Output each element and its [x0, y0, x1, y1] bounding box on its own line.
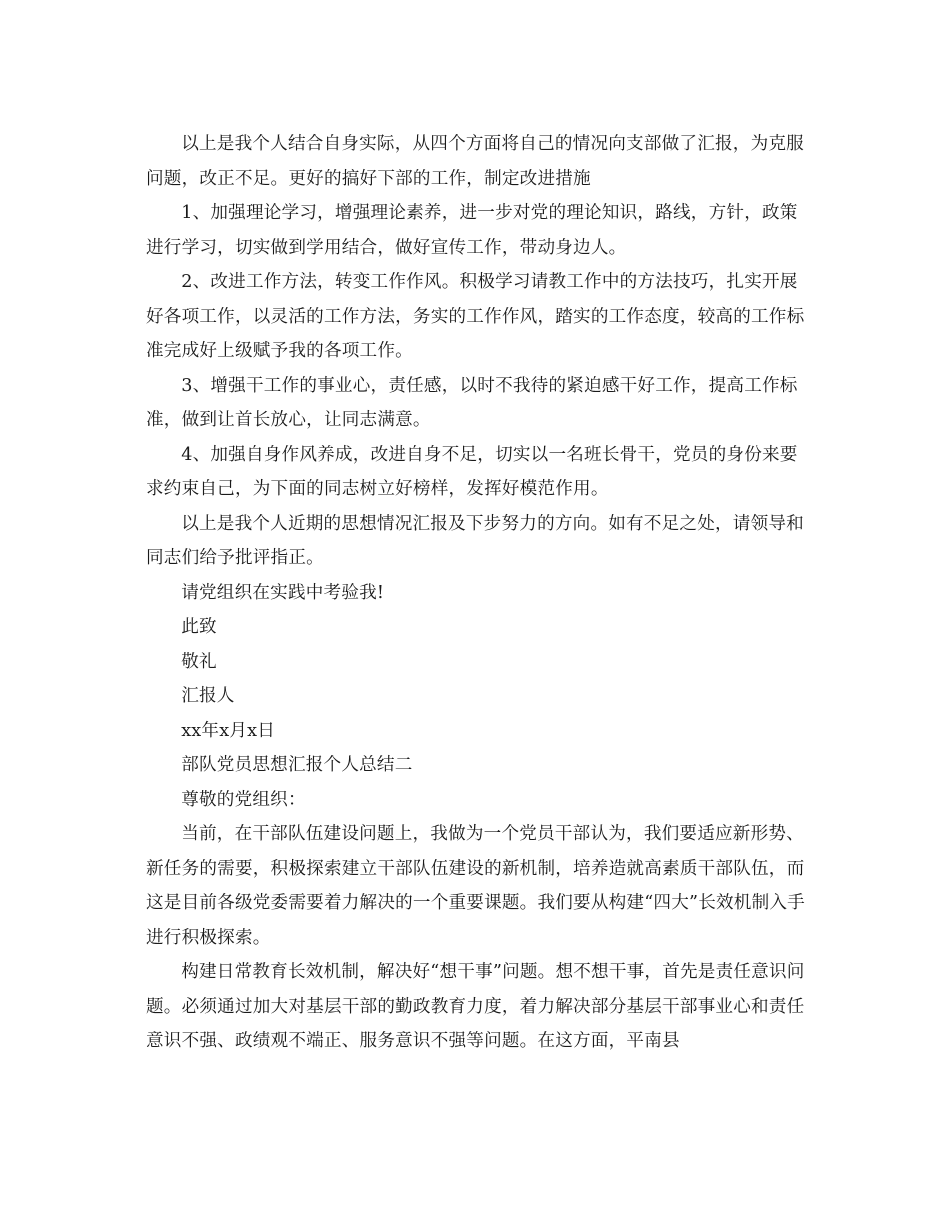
paragraph-measure-2: 2、改进工作方法，转变工作作风。积极学习请教工作中的方法技巧，扎实开展好各项工作，以灵活的工作方法，务实的工作作风，踏实的工作态度，较高的工作标准完成好上级赋予我的各项工作。 — [146, 272, 805, 361]
closing-jingli: 敬礼 — [181, 651, 217, 672]
paragraph-conclusion: 以上是我个人近期的思想情况汇报及下步努力的方向。如有不足之处，请领导和同志们给予批评指正。 — [146, 513, 804, 568]
closing-cizhi: 此致 — [181, 617, 217, 637]
closing-request: 请党组织在实践中考验我! — [181, 582, 385, 603]
paragraph-summary: 以上是我个人结合自身实际，从四个方面将自己的情况向支部做了汇报，为克服问题，改正不足。更好的搞好下部的工作，制定改进措施 — [146, 134, 804, 189]
paragraph-section2-1: 当前，在干部队伍建设问题上，我做为一个党员干部认为，我们要适应新形势、新任务的需要，积极探索建立干部队伍建设的新机制，培养造就高素质干部队伍，而这是目前各级党委需要着力解决的一个重要课题。我们要从构建“四大”长效机制入手进行积极探索。 — [146, 824, 805, 948]
paragraph-section2-2: 构建日常教育长效机制，解决好“想干事”问题。想不想干事，首先是责任意识问题。必须通过加大对基层干部的勤政教育力度，着力解决部分基层干部事业心和责任意识不强、政绩观不端正、服务意识不强等问题。在这方面，平南县 — [146, 962, 805, 1051]
paragraph-measure-1: 1、加强理论学习，增强理论素养，进一步对党的理论知识，路线，方针，政策进行学习，切实做到学用结合，做好宣传工作，带动身边人。 — [146, 203, 798, 258]
document-body — [146, 127, 806, 1059]
closing-reporter: 汇报人 — [181, 686, 235, 706]
salutation: 尊敬的党组织： — [181, 789, 306, 810]
paragraph-measure-4: 4、加强自身作风养成，改进自身不足，切实以一名班长骨干，党员的身份来要求约束自己，为下面的同志树立好榜样，发挥好模范作用。 — [146, 444, 798, 499]
closing-date: xx年x月x日 — [181, 720, 276, 741]
paragraph-measure-3: 3、增强干工作的事业心，责任感，以时不我待的紧迫感干好工作，提高工作标准，做到让首长放心，让同志满意。 — [146, 375, 798, 430]
section-title: 部队党员思想汇报个人总结二 — [181, 755, 413, 775]
